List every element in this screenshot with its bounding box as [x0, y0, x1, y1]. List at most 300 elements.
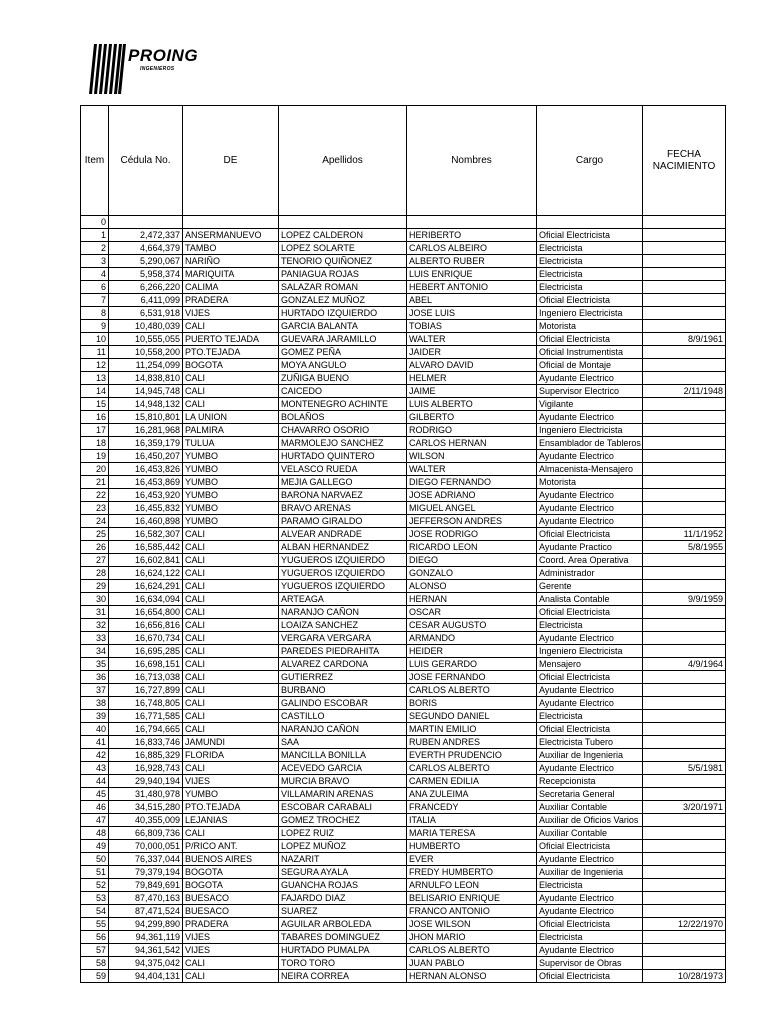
fecha-cell — [643, 606, 726, 619]
apellidos-cell: GUEVARA JARAMILLO — [279, 333, 407, 346]
nombres-cell: ALVARO DAVID — [407, 359, 537, 372]
cargo-cell: Ingeniero Electricista — [537, 307, 643, 320]
apellidos-cell: GOMEZ PEÑA — [279, 346, 407, 359]
cargo-cell: Oficial Instrumentista — [537, 346, 643, 359]
fecha-cell — [643, 346, 726, 359]
apellidos-cell: GUTIERREZ — [279, 671, 407, 684]
cedula-cell: 16,624,291 — [109, 580, 183, 593]
item-cell: 18 — [81, 437, 109, 450]
apellidos-cell: HURTADO IZQUIERDO — [279, 307, 407, 320]
cargo-cell: Ayudante Electrico — [537, 450, 643, 463]
item-cell: 24 — [81, 515, 109, 528]
fecha-cell: 11/1/1952 — [643, 528, 726, 541]
item-cell: 47 — [81, 814, 109, 827]
fecha-cell — [643, 476, 726, 489]
de-cell: CALI — [183, 710, 279, 723]
de-cell: CALI — [183, 632, 279, 645]
fecha-cell — [643, 879, 726, 892]
table-row — [81, 866, 726, 879]
table-row — [81, 905, 726, 918]
nombres-cell: CESAR AUGUSTO — [407, 619, 537, 632]
item-cell: 28 — [81, 567, 109, 580]
table-row — [81, 333, 726, 346]
nombres-cell: HERNAN ALONSO — [407, 970, 537, 983]
col-nombres-header: Nombres — [407, 106, 537, 216]
fecha-cell — [643, 450, 726, 463]
cedula-cell: 31,480,978 — [109, 788, 183, 801]
table-row — [81, 957, 726, 970]
cedula-cell: 94,299,890 — [109, 918, 183, 931]
apellidos-cell: ZUÑIGA BUENO — [279, 372, 407, 385]
cargo-cell: Motorista — [537, 320, 643, 333]
cedula-cell: 16,695,285 — [109, 645, 183, 658]
nombres-cell: TOBIAS — [407, 320, 537, 333]
de-cell — [183, 216, 279, 229]
nombres-cell: HERIBERTO — [407, 229, 537, 242]
cargo-cell: Oficial Electricista — [537, 918, 643, 931]
apellidos-cell: BURBANO — [279, 684, 407, 697]
cedula-cell: 94,361,542 — [109, 944, 183, 957]
col-apellidos-header: Apellidos — [279, 106, 407, 216]
cargo-cell: Auxiliar de Oficios Varios — [537, 814, 643, 827]
fecha-cell — [643, 749, 726, 762]
fecha-cell: 10/28/1973 — [643, 970, 726, 983]
fecha-cell — [643, 281, 726, 294]
table-row — [81, 749, 726, 762]
cargo-cell: Ayudante Electrico — [537, 489, 643, 502]
logo-stripes-icon — [88, 40, 128, 96]
item-cell: 15 — [81, 398, 109, 411]
fecha-cell — [643, 437, 726, 450]
apellidos-cell: FAJARDO DIAZ — [279, 892, 407, 905]
item-cell: 14 — [81, 385, 109, 398]
fecha-cell — [643, 957, 726, 970]
item-cell: 56 — [81, 931, 109, 944]
cedula-cell: 29,940,194 — [109, 775, 183, 788]
nombres-cell: WILSON — [407, 450, 537, 463]
item-cell: 17 — [81, 424, 109, 437]
nombres-cell: CARLOS ALBERTO — [407, 944, 537, 957]
fecha-cell — [643, 697, 726, 710]
nombres-cell: DIEGO — [407, 554, 537, 567]
de-cell: CALI — [183, 619, 279, 632]
fecha-cell — [643, 723, 726, 736]
cedula-cell: 16,713,038 — [109, 671, 183, 684]
apellidos-cell: MANCILLA BONILLA — [279, 749, 407, 762]
table-row — [81, 437, 726, 450]
cargo-cell: Ayudante Electrico — [537, 632, 643, 645]
logo-name: PROING — [128, 46, 199, 65]
de-cell: TAMBO — [183, 242, 279, 255]
nombres-cell: FRANCEDY — [407, 801, 537, 814]
apellidos-cell: MOYA ANGULO — [279, 359, 407, 372]
cargo-cell: Ayudante Electrico — [537, 372, 643, 385]
cedula-cell: 10,555,055 — [109, 333, 183, 346]
fecha-cell — [643, 645, 726, 658]
item-cell: 20 — [81, 463, 109, 476]
item-cell: 16 — [81, 411, 109, 424]
cedula-cell: 16,656,816 — [109, 619, 183, 632]
item-cell: 26 — [81, 541, 109, 554]
de-cell: CALI — [183, 645, 279, 658]
table-row — [81, 827, 726, 840]
nombres-cell: JOSE ADRIANO — [407, 489, 537, 502]
nombres-cell: HERNAN — [407, 593, 537, 606]
nombres-cell: SEGUNDO DANIEL — [407, 710, 537, 723]
cargo-cell: Ayudante Electrico — [537, 892, 643, 905]
apellidos-cell: ALVEAR ANDRADE — [279, 528, 407, 541]
table-row — [81, 814, 726, 827]
de-cell: FLORIDA — [183, 749, 279, 762]
cedula-cell: 16,281,968 — [109, 424, 183, 437]
item-cell: 45 — [81, 788, 109, 801]
cargo-cell: Secretaria General — [537, 788, 643, 801]
fecha-cell: 9/9/1959 — [643, 593, 726, 606]
cedula-cell: 6,411,099 — [109, 294, 183, 307]
apellidos-cell: ALVAREZ CARDONA — [279, 658, 407, 671]
item-cell: 52 — [81, 879, 109, 892]
apellidos-cell: YUGUEROS IZQUIERDO — [279, 567, 407, 580]
nombres-cell: LUIS ALBERTO — [407, 398, 537, 411]
de-cell: CALI — [183, 827, 279, 840]
fecha-cell — [643, 905, 726, 918]
item-cell: 46 — [81, 801, 109, 814]
cargo-cell: Mensajero — [537, 658, 643, 671]
nombres-cell: LUIS GERARDO — [407, 658, 537, 671]
fecha-cell — [643, 567, 726, 580]
cedula-cell: 16,455,832 — [109, 502, 183, 515]
cedula-cell: 87,471,524 — [109, 905, 183, 918]
de-cell: BOGOTA — [183, 359, 279, 372]
cedula-cell: 16,453,869 — [109, 476, 183, 489]
table-row — [81, 255, 726, 268]
fecha-cell — [643, 268, 726, 281]
de-cell: CALI — [183, 957, 279, 970]
header-row — [81, 106, 726, 216]
fecha-cell — [643, 489, 726, 502]
cargo-cell: Oficial Electricista — [537, 840, 643, 853]
fecha-cell: 2/11/1948 — [643, 385, 726, 398]
table-row — [81, 853, 726, 866]
table-row — [81, 346, 726, 359]
table-row — [81, 697, 726, 710]
item-cell: 33 — [81, 632, 109, 645]
cedula-cell: 76,337,044 — [109, 853, 183, 866]
cargo-cell: Ensamblador de Tableros — [537, 437, 643, 450]
apellidos-cell: ALBAN HERNANDEZ — [279, 541, 407, 554]
cargo-cell: Electricista Tubero — [537, 736, 643, 749]
cargo-cell: Auxiliar de Ingenieria — [537, 749, 643, 762]
nombres-cell: CARMEN EDILIA — [407, 775, 537, 788]
de-cell: VIJES — [183, 775, 279, 788]
nombres-cell: HEBERT ANTONIO — [407, 281, 537, 294]
de-cell: PUERTO TEJADA — [183, 333, 279, 346]
apellidos-cell: LOPEZ CALDERON — [279, 229, 407, 242]
nombres-cell: ARNULFO LEON — [407, 879, 537, 892]
apellidos-cell: LOPEZ SOLARTE — [279, 242, 407, 255]
item-cell: 35 — [81, 658, 109, 671]
apellidos-cell: HURTADO QUINTERO — [279, 450, 407, 463]
de-cell: CALI — [183, 593, 279, 606]
fecha-cell — [643, 398, 726, 411]
col-de-header: DE — [183, 106, 279, 216]
de-cell: PTO.TEJADA — [183, 346, 279, 359]
cedula-cell: 16,654,800 — [109, 606, 183, 619]
apellidos-cell: SAA — [279, 736, 407, 749]
cedula-cell: 16,450,207 — [109, 450, 183, 463]
nombres-cell: JUAN PABLO — [407, 957, 537, 970]
cedula-cell: 16,727,899 — [109, 684, 183, 697]
nombres-cell: JOSE LUIS — [407, 307, 537, 320]
de-cell: CALI — [183, 320, 279, 333]
cedula-cell: 4,664,379 — [109, 242, 183, 255]
col-item-header: Item — [81, 106, 109, 216]
apellidos-cell: SALAZAR ROMAN — [279, 281, 407, 294]
cargo-cell: Administrador — [537, 567, 643, 580]
de-cell: CALI — [183, 671, 279, 684]
cedula-cell: 66,809,736 — [109, 827, 183, 840]
fecha-cell — [643, 788, 726, 801]
nombres-cell: CARLOS ALBERTO — [407, 762, 537, 775]
table-row — [81, 931, 726, 944]
cedula-cell: 14,945,748 — [109, 385, 183, 398]
apellidos-cell: BOLAÑOS — [279, 411, 407, 424]
de-cell: CALI — [183, 567, 279, 580]
table-row — [81, 424, 726, 437]
de-cell: YUMBO — [183, 788, 279, 801]
de-cell: PALMIRA — [183, 424, 279, 437]
cedula-cell: 16,624,122 — [109, 567, 183, 580]
table-row — [81, 541, 726, 554]
de-cell: YUMBO — [183, 450, 279, 463]
nombres-cell: BELISARIO ENRIQUE — [407, 892, 537, 905]
company-logo — [88, 40, 218, 96]
apellidos-cell: MONTENEGRO ACHINTE — [279, 398, 407, 411]
item-cell: 9 — [81, 320, 109, 333]
item-cell: 41 — [81, 736, 109, 749]
table-row — [81, 411, 726, 424]
cedula-cell: 94,375,042 — [109, 957, 183, 970]
fecha-cell — [643, 554, 726, 567]
table-row — [81, 398, 726, 411]
fecha-cell — [643, 827, 726, 840]
item-cell: 36 — [81, 671, 109, 684]
cargo-cell: Ayudante Electrico — [537, 905, 643, 918]
cargo-cell: Oficial Electricista — [537, 671, 643, 684]
cargo-cell: Ayudante Practico — [537, 541, 643, 554]
de-cell: BUESACO — [183, 905, 279, 918]
apellidos-cell: SUAREZ — [279, 905, 407, 918]
cedula-cell: 10,558,200 — [109, 346, 183, 359]
de-cell: CALI — [183, 684, 279, 697]
fecha-cell — [643, 242, 726, 255]
table-row — [81, 229, 726, 242]
de-cell: CALI — [183, 541, 279, 554]
table-row — [81, 762, 726, 775]
nombres-cell: EVER — [407, 853, 537, 866]
table-row — [81, 892, 726, 905]
fecha-cell — [643, 411, 726, 424]
cargo-cell: Electricista — [537, 268, 643, 281]
table-row — [81, 502, 726, 515]
nombres-cell: HELMER — [407, 372, 537, 385]
nombres-cell: HUMBERTO — [407, 840, 537, 853]
table-row — [81, 723, 726, 736]
apellidos-cell: TABARES DOMINGUEZ — [279, 931, 407, 944]
cargo-cell: Ayudante Electrico — [537, 515, 643, 528]
item-cell: 38 — [81, 697, 109, 710]
de-cell: P/RICO ANT. — [183, 840, 279, 853]
de-cell: CALI — [183, 658, 279, 671]
item-cell: 34 — [81, 645, 109, 658]
de-cell: CALI — [183, 606, 279, 619]
nombres-cell: JAIDER — [407, 346, 537, 359]
apellidos-cell: ARTEAGA — [279, 593, 407, 606]
nombres-cell: ANA ZULEIMA — [407, 788, 537, 801]
cedula-cell: 6,531,918 — [109, 307, 183, 320]
table-row — [81, 307, 726, 320]
nombres-cell: JEFFERSON ANDRES — [407, 515, 537, 528]
de-cell: NARIÑO — [183, 255, 279, 268]
item-cell: 27 — [81, 554, 109, 567]
table-row — [81, 489, 726, 502]
cargo-cell: Supervisor Electrico — [537, 385, 643, 398]
item-cell: 1 — [81, 229, 109, 242]
cargo-cell: Oficial Electricista — [537, 606, 643, 619]
de-cell: YUMBO — [183, 515, 279, 528]
item-cell: 44 — [81, 775, 109, 788]
item-cell: 23 — [81, 502, 109, 515]
cedula-cell: 79,849,691 — [109, 879, 183, 892]
cargo-cell: Analista Contable — [537, 593, 643, 606]
cedula-cell: 16,885,329 — [109, 749, 183, 762]
cargo-cell: Ingeniero Electricista — [537, 424, 643, 437]
table-row — [81, 515, 726, 528]
nombres-cell: WALTER — [407, 333, 537, 346]
de-cell: YUMBO — [183, 502, 279, 515]
cedula-cell: 70,000,051 — [109, 840, 183, 853]
fecha-cell — [643, 775, 726, 788]
cargo-cell: Ayudante Electrico — [537, 944, 643, 957]
table-row — [81, 775, 726, 788]
fecha-cell — [643, 840, 726, 853]
fecha-cell — [643, 671, 726, 684]
de-cell: CALI — [183, 723, 279, 736]
fecha-cell — [643, 216, 726, 229]
nombres-cell: GONZALO — [407, 567, 537, 580]
de-cell: CALI — [183, 580, 279, 593]
apellidos-cell: NAZARIT — [279, 853, 407, 866]
cargo-cell: Vigilante — [537, 398, 643, 411]
col-cedula-header: Cédula No. — [109, 106, 183, 216]
cargo-cell — [537, 216, 643, 229]
fecha-cell — [643, 463, 726, 476]
item-cell: 0 — [81, 216, 109, 229]
item-cell: 43 — [81, 762, 109, 775]
cargo-cell: Ayudante Electrico — [537, 853, 643, 866]
de-cell: CALI — [183, 385, 279, 398]
de-cell: BUESACO — [183, 892, 279, 905]
item-cell: 57 — [81, 944, 109, 957]
apellidos-cell: CASTILLO — [279, 710, 407, 723]
apellidos-cell: SEGURA AYALA — [279, 866, 407, 879]
apellidos-cell: LOAIZA SANCHEZ — [279, 619, 407, 632]
table-row — [81, 216, 726, 229]
nombres-cell: LUIS ENRIQUE — [407, 268, 537, 281]
fecha-cell — [643, 515, 726, 528]
cedula-cell: 16,670,734 — [109, 632, 183, 645]
apellidos-cell: BRAVO ARENAS — [279, 502, 407, 515]
cargo-cell: Auxiliar Contable — [537, 801, 643, 814]
apellidos-cell: NARANJO CAÑON — [279, 606, 407, 619]
cedula-cell: 5,958,374 — [109, 268, 183, 281]
table-row — [81, 710, 726, 723]
cedula-cell: 87,470,163 — [109, 892, 183, 905]
table-row — [81, 645, 726, 658]
de-cell: VIJES — [183, 307, 279, 320]
cedula-cell: 34,515,280 — [109, 801, 183, 814]
nombres-cell: EVERTH PRUDENCIO — [407, 749, 537, 762]
nombres-cell: RODRIGO — [407, 424, 537, 437]
fecha-cell — [643, 632, 726, 645]
nombres-cell: CARLOS ALBEIRO — [407, 242, 537, 255]
cedula-cell: 16,794,665 — [109, 723, 183, 736]
cedula-cell: 16,582,307 — [109, 528, 183, 541]
fecha-cell — [643, 294, 726, 307]
cargo-cell: Oficial Electricista — [537, 528, 643, 541]
table-row — [81, 788, 726, 801]
item-cell: 59 — [81, 970, 109, 983]
table-row — [81, 632, 726, 645]
item-cell: 29 — [81, 580, 109, 593]
apellidos-cell: PARAMO GIRALDO — [279, 515, 407, 528]
cedula-cell: 16,771,585 — [109, 710, 183, 723]
de-cell: MARIQUITA — [183, 268, 279, 281]
apellidos-cell: GOMEZ TROCHEZ — [279, 814, 407, 827]
apellidos-cell: ACEVEDO GARCIA — [279, 762, 407, 775]
fecha-cell — [643, 229, 726, 242]
table-row — [81, 736, 726, 749]
cargo-cell: Oficial Electricista — [537, 294, 643, 307]
apellidos-cell: MARMOLEJO SANCHEZ — [279, 437, 407, 450]
item-cell: 4 — [81, 268, 109, 281]
de-cell: BOGOTA — [183, 866, 279, 879]
apellidos-cell: VERGARA VERGARA — [279, 632, 407, 645]
cedula-cell: 16,698,151 — [109, 658, 183, 671]
cedula-cell: 16,634,094 — [109, 593, 183, 606]
fecha-cell — [643, 866, 726, 879]
table-row — [81, 359, 726, 372]
apellidos-cell: MURCIA BRAVO — [279, 775, 407, 788]
item-cell: 8 — [81, 307, 109, 320]
item-cell: 39 — [81, 710, 109, 723]
item-cell: 12 — [81, 359, 109, 372]
table-row — [81, 671, 726, 684]
table-row — [81, 528, 726, 541]
apellidos-cell: GALINDO ESCOBAR — [279, 697, 407, 710]
apellidos-cell: NARANJO CAÑON — [279, 723, 407, 736]
nombres-cell: JHON MARIO — [407, 931, 537, 944]
fecha-cell: 3/20/1971 — [643, 801, 726, 814]
fecha-cell — [643, 424, 726, 437]
cedula-cell — [109, 216, 183, 229]
de-cell: CALI — [183, 554, 279, 567]
fecha-cell — [643, 684, 726, 697]
table-row — [81, 320, 726, 333]
de-cell: BOGOTA — [183, 879, 279, 892]
nombres-cell: MIGUEL ANGEL — [407, 502, 537, 515]
cargo-cell: Electricista — [537, 710, 643, 723]
